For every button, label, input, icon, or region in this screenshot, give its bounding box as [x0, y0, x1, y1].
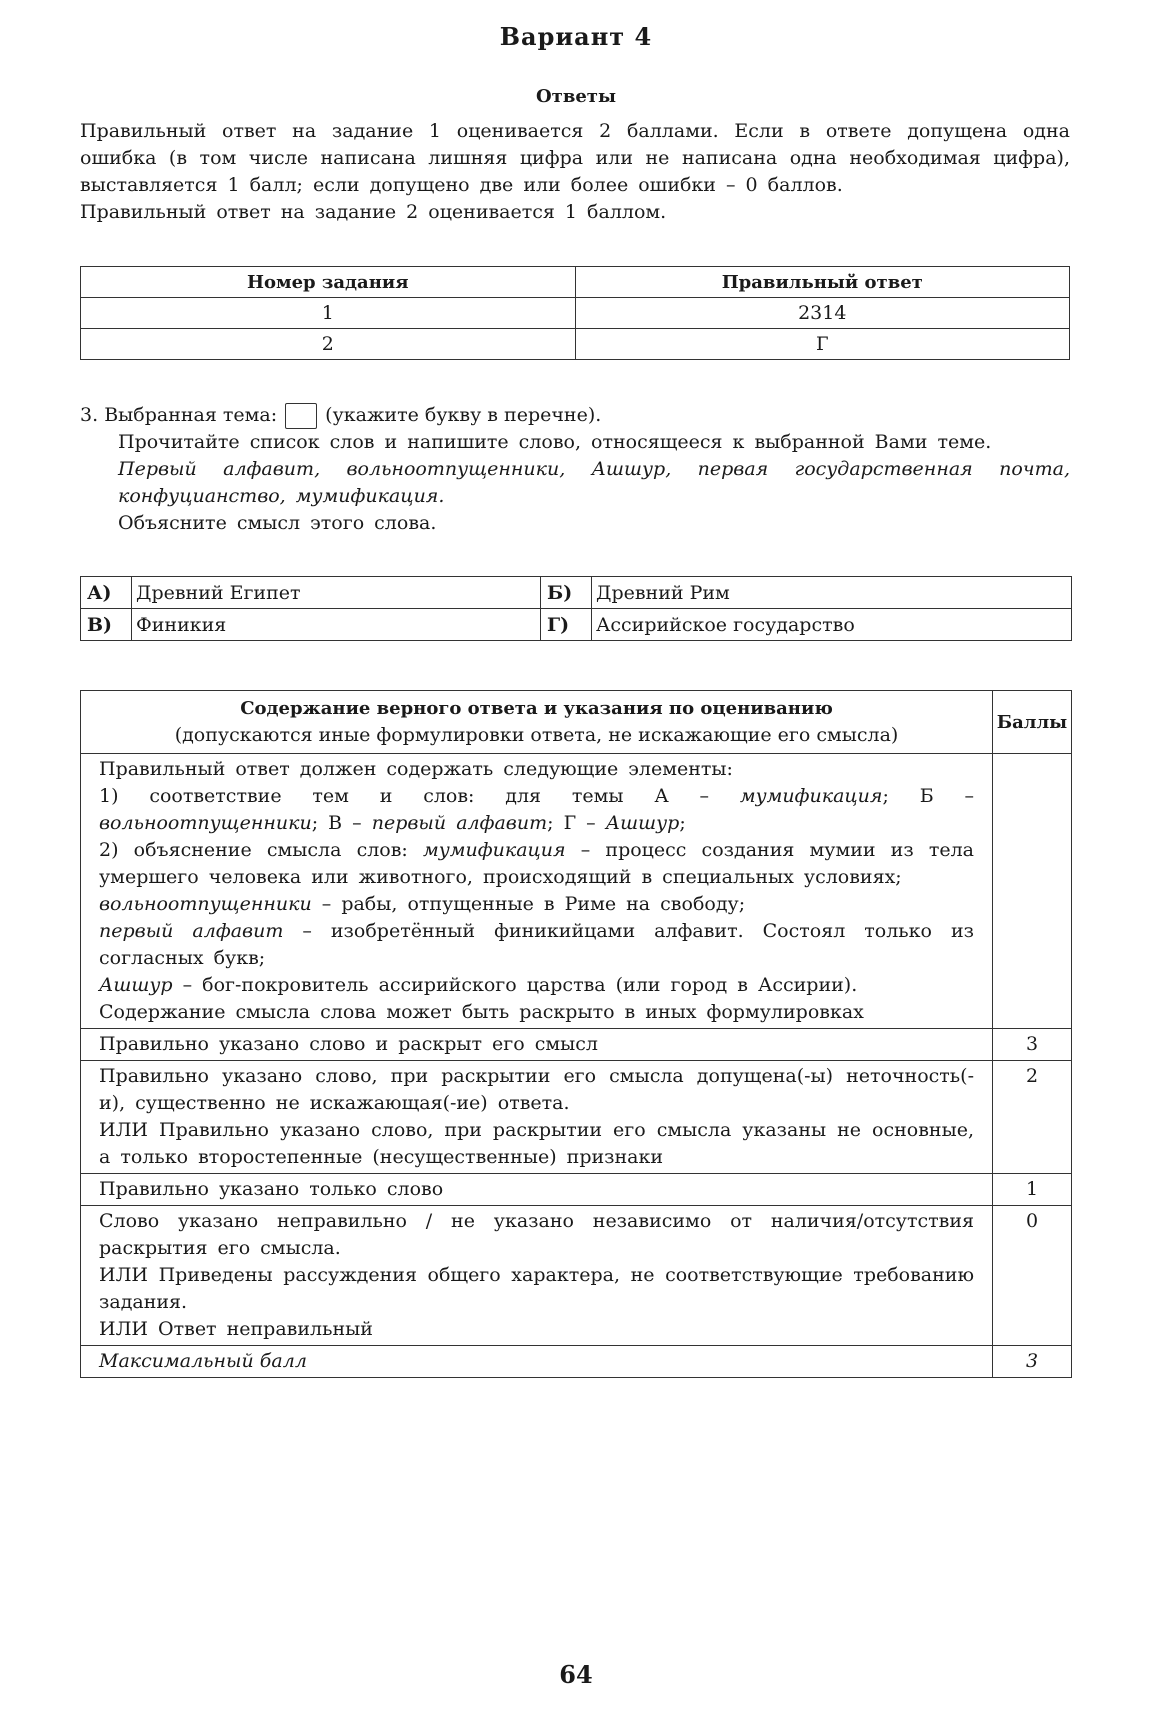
content-note: Содержание смысла слова может быть раскрыто в иных формулировках [99, 1001, 864, 1023]
item1-sep1: ; Б – [882, 785, 974, 807]
table-row [81, 1029, 1072, 1061]
item1-prefix: 1) соответствие тем и слов: для темы А – [99, 785, 710, 807]
task-3-prompt [80, 402, 1070, 429]
score-2: 2 [993, 1061, 1072, 1174]
score-3: 3 [993, 1029, 1072, 1061]
task-3-number: 3. [80, 404, 99, 426]
table-row [81, 1346, 1072, 1378]
topic-value: Древний Рим [592, 577, 1072, 609]
criteria-header-cell [81, 691, 993, 754]
criterion-1: Правильно указано только слово [81, 1174, 993, 1206]
task-3-instruction: Прочитайте список слов и напишите слово, относящееся к выбранной Вами теме. [118, 431, 992, 453]
criterion-0 [81, 1206, 993, 1346]
criterion-2 [81, 1061, 993, 1174]
topic-value: Древний Египет [132, 577, 541, 609]
task-number: 1 [81, 298, 576, 329]
def4-text: – бог-покровитель ассирийского царства (или город в Ассирии). [182, 974, 858, 996]
table-row [81, 1174, 1072, 1206]
answer-content [81, 754, 993, 1029]
content-intro: Правильный ответ должен содержать следующие элементы: [99, 758, 733, 780]
answer-table [80, 266, 1070, 360]
task-3 [80, 402, 1070, 537]
content-item-1 [99, 783, 974, 837]
def3-word: первый алфавит [99, 920, 284, 942]
topic-letter-box[interactable] [285, 403, 317, 429]
criterion-line: ИЛИ Правильно указано слово, при раскрытии его смысла указаны не основные, а только второстепенные (несущественные) признаки [99, 1119, 974, 1168]
intro-paragraph-1: Правильный ответ на задание 1 оценивается 2 баллами. Если в ответе допущена одна ошибка (в том числе написана лишняя цифра или не написана одна необходимая цифра), выставляется 1 балл; если допущено две или более ошибки – 0 баллов. [80, 120, 1070, 196]
task-3-prompt-end: (укажите букву в перечне). [325, 404, 602, 426]
task-number: 2 [81, 329, 576, 360]
topic-key: Г) [541, 609, 592, 641]
table-row [81, 609, 1072, 641]
def2-word: вольноотпущенники [99, 893, 312, 915]
topic-value: Финикия [132, 609, 541, 641]
score-1: 1 [993, 1174, 1072, 1206]
criterion-line: Правильно указано слово, при раскрытии его смысла допущена(-ы) неточность(-и), существенно не искажающая(-ие) ответа. [99, 1065, 974, 1114]
def2-text: – рабы, отпущенные в Риме на свободу; [321, 893, 746, 915]
item2-word: мумификация [422, 839, 566, 861]
page-number: 64 [559, 1660, 593, 1689]
score-header: Баллы [993, 691, 1072, 754]
table-row [81, 298, 1070, 329]
definition-2 [99, 891, 974, 918]
criterion-line: ИЛИ Приведены рассуждения общего характера, не соответствующие требованию задания. [99, 1264, 974, 1313]
table-row [81, 577, 1072, 609]
max-score-value: 3 [993, 1346, 1072, 1378]
item1-end: ; [679, 812, 686, 834]
criterion-line: Слово указано неправильно / не указано независимо от наличия/отсутствия раскрытия его смысла. [99, 1210, 974, 1259]
criterion-3: Правильно указано слово и раскрыт его смысл [81, 1029, 993, 1061]
criterion-line: ИЛИ Ответ неправильный [99, 1318, 373, 1340]
def4-word: Ашшур [99, 974, 173, 996]
task-3-explain: Объясните смысл этого слова. [118, 512, 437, 534]
table-row [81, 1206, 1072, 1346]
table-row [81, 329, 1070, 360]
def3-text: – изобретённый финикийцами алфавит. Состоял только из согласных букв; [99, 920, 974, 969]
table-row [81, 1061, 1072, 1174]
criteria-header-title: Содержание верного ответа и указания по оцениванию [240, 698, 833, 719]
column-header-answer: Правильный ответ [575, 267, 1070, 298]
intro-paragraph-2: Правильный ответ на задание 2 оценивается 1 баллом. [80, 201, 667, 223]
max-score-label: Максимальный балл [81, 1346, 993, 1378]
item1-c: первый алфавит [371, 812, 548, 834]
item1-d: Ашшур [605, 812, 680, 834]
table-row [81, 754, 1072, 1029]
item2-text: – процесс создания мумии из тела умершего человека или животного, происходящий в специальных условиях; [99, 839, 975, 888]
item1-b: вольноотпущенники [99, 812, 312, 834]
definition-4 [99, 972, 974, 999]
column-header-task: Номер задания [81, 267, 576, 298]
correct-answer: Г [575, 329, 1070, 360]
topic-value: Ассирийское государство [592, 609, 1072, 641]
criteria-header-subtitle: (допускаются иные формулировки ответа, не искажающие его смысла) [174, 724, 899, 746]
topics-table [80, 576, 1072, 641]
task-3-prompt-start: Выбранная тема: [104, 404, 278, 426]
answer-table-header [81, 267, 1070, 298]
topic-key: В) [81, 609, 132, 641]
definition-3 [99, 918, 974, 972]
topic-key: Б) [541, 577, 592, 609]
criteria-header [81, 691, 1072, 754]
answers-heading: Ответы [536, 86, 616, 107]
item1-a: мумификация [739, 785, 883, 807]
content-item-2 [99, 837, 974, 891]
item2-prefix: 2) объяснение смысла слов: [99, 839, 408, 861]
intro-text [80, 118, 1070, 226]
variant-title: Вариант 4 [499, 22, 653, 51]
score-cell-empty [993, 754, 1072, 1029]
score-0: 0 [993, 1206, 1072, 1346]
criteria-table [80, 690, 1072, 1378]
topic-key: А) [81, 577, 132, 609]
item1-sep2: ; В – [311, 812, 362, 834]
task-3-word-list: Первый алфавит, вольноотпущенники, Ашшур, первая государственная почта, конфуцианство, мумификация. [118, 458, 1070, 507]
item1-sep3: ; Г – [547, 812, 596, 834]
correct-answer: 2314 [575, 298, 1070, 329]
